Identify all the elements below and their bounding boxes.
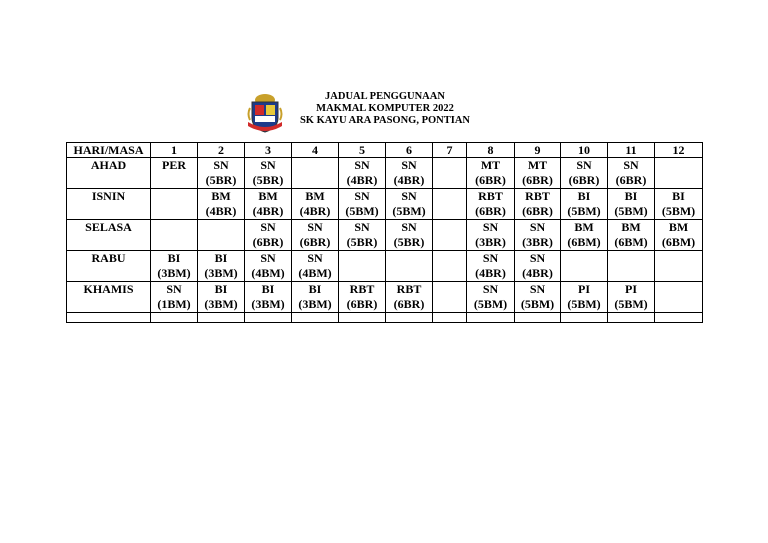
subject-code: BM [621, 220, 641, 234]
schedule-cell [151, 189, 198, 220]
class-code: (3BM) [251, 297, 285, 311]
day-label: RABU [67, 251, 151, 282]
class-code: (6BR) [299, 235, 331, 249]
period-header: 3 [245, 143, 292, 158]
class-code: (4BM) [298, 266, 332, 280]
subject-code: SN [623, 158, 639, 172]
class-code: (6BR) [522, 173, 553, 187]
class-code: (1BM) [157, 297, 191, 311]
title-line: MAKMAL KOMPUTER 2022 [316, 103, 454, 114]
subject-code: SN [576, 158, 592, 172]
class-code: (6BR) [475, 204, 506, 218]
subject-code: BM [258, 189, 278, 203]
subject-code: SN [401, 158, 417, 172]
subject-code: BI [624, 189, 638, 203]
schedule-cell [292, 220, 339, 251]
subject-code: RBT [396, 282, 422, 296]
schedule-cell [655, 282, 703, 313]
class-code: (4BM) [251, 266, 285, 280]
class-code: (6BM) [614, 235, 648, 249]
class-code: (6BM) [661, 235, 696, 249]
schedule-cell [561, 251, 608, 282]
subject-code: SN [354, 189, 370, 203]
schedule-cell [655, 158, 703, 189]
subject-code: BI [214, 251, 228, 265]
schedule-table [66, 142, 703, 323]
class-code: (5BM) [392, 204, 426, 218]
table-row [67, 220, 703, 251]
schedule-cell [151, 220, 198, 251]
schedule-cell [433, 251, 467, 282]
table-header-row [67, 143, 703, 158]
empty-cell [515, 313, 561, 323]
period-header: 2 [198, 143, 245, 158]
schedule-cell [515, 282, 561, 313]
subject-code: SN [482, 251, 499, 265]
document-header [246, 90, 546, 134]
schedule-cell [292, 189, 339, 220]
schedule-cell [515, 189, 561, 220]
subject-code: SN [260, 158, 276, 172]
schedule-cell [245, 189, 292, 220]
schedule-cell [467, 282, 515, 313]
schedule-cell [608, 158, 655, 189]
schedule-cell [151, 282, 198, 313]
title-line: JADUAL PENGGUNAAN [325, 91, 445, 102]
class-code: (3BM) [204, 266, 238, 280]
class-code: (6BR) [522, 204, 553, 218]
class-code: (5BR) [205, 173, 237, 187]
subject-code: SN [260, 220, 276, 234]
empty-cell [655, 313, 703, 323]
schedule-cell [608, 282, 655, 313]
subject-code: BM [574, 220, 594, 234]
day-label: ISNIN [67, 189, 151, 220]
day-label: AHAD [67, 158, 151, 189]
class-code: (6BR) [346, 297, 378, 311]
subject-code: SN [529, 251, 546, 265]
class-code: (5BR) [346, 235, 378, 249]
class-code: (6BR) [615, 173, 647, 187]
subject-code: SN [307, 220, 323, 234]
schedule-cell [198, 282, 245, 313]
subject-code: PI [578, 282, 590, 296]
schedule-cell [198, 158, 245, 189]
subject-code: SN [354, 220, 370, 234]
schedule-cell [339, 251, 386, 282]
class-code: (6BR) [568, 173, 600, 187]
schedule-cell [292, 251, 339, 282]
subject-code: BI [167, 251, 181, 265]
day-label: KHAMIS [67, 282, 151, 313]
schedule-cell [198, 189, 245, 220]
schedule-cell [608, 220, 655, 251]
class-code: (4BR) [522, 266, 553, 280]
schedule-cell [292, 282, 339, 313]
schedule-body [67, 158, 703, 323]
subject-code: MT [527, 158, 548, 172]
schedule-cell [151, 251, 198, 282]
schedule-cell [467, 158, 515, 189]
subject-code: SN [529, 282, 546, 296]
schedule-cell [245, 282, 292, 313]
schedule-cell [433, 189, 467, 220]
empty-cell [151, 313, 198, 323]
schedule-cell [386, 282, 433, 313]
day-label: SELASA [67, 220, 151, 251]
schedule-cell [245, 158, 292, 189]
schedule-cell [151, 158, 198, 189]
schedule-cell [467, 251, 515, 282]
class-code: (5BM) [661, 204, 696, 218]
subject-code: BM [668, 220, 689, 234]
schedule-cell [515, 251, 561, 282]
class-code: (5BR) [252, 173, 284, 187]
period-header: 1 [151, 143, 198, 158]
schedule-cell [561, 282, 608, 313]
schedule-cell [386, 189, 433, 220]
empty-cell [561, 313, 608, 323]
class-code: (5BR) [393, 235, 425, 249]
empty-cell [292, 313, 339, 323]
class-code: (6BR) [475, 173, 506, 187]
schedule-cell [608, 189, 655, 220]
class-code: (3BR) [522, 235, 553, 249]
subject-code: BI [577, 189, 591, 203]
subject-code: SN [260, 251, 276, 265]
schedule-cell [561, 220, 608, 251]
schedule-cell [655, 251, 703, 282]
class-code: (5BM) [520, 297, 555, 311]
class-code: (6BR) [252, 235, 284, 249]
empty-cell [245, 313, 292, 323]
schedule-cell [339, 282, 386, 313]
subject-code: PER [162, 158, 186, 172]
table-row [67, 251, 703, 282]
subject-code: SN [307, 251, 323, 265]
subject-code: BM [211, 189, 231, 203]
class-code: (4BR) [205, 204, 237, 218]
subject-code: SN [354, 158, 370, 172]
subject-code: SN [166, 282, 182, 296]
schedule-cell [515, 220, 561, 251]
table-row [67, 158, 703, 189]
subject-code: BI [308, 282, 322, 296]
subject-code: MT [480, 158, 501, 172]
subject-code: RBT [478, 189, 503, 203]
class-code: (4BR) [475, 266, 506, 280]
table-row [67, 189, 703, 220]
class-code: (6BM) [567, 235, 601, 249]
subject-code: RBT [349, 282, 375, 296]
subject-code: BI [261, 282, 275, 296]
schedule-cell [245, 251, 292, 282]
schedule-cell [608, 251, 655, 282]
schedule-cell [467, 189, 515, 220]
schedule-cell [198, 251, 245, 282]
schedule-cell [433, 282, 467, 313]
empty-cell [339, 313, 386, 323]
schedule-cell [561, 158, 608, 189]
empty-cell [67, 313, 151, 323]
period-header: 5 [339, 143, 386, 158]
subject-code: SN [482, 220, 499, 234]
period-header: 11 [608, 143, 655, 158]
class-code: (3BM) [298, 297, 332, 311]
subject-code: PI [625, 282, 637, 296]
subject-code: SN [401, 220, 417, 234]
empty-cell [467, 313, 515, 323]
schedule-cell [198, 220, 245, 251]
period-header: 6 [386, 143, 433, 158]
empty-cell [433, 313, 467, 323]
empty-cell [198, 313, 245, 323]
schedule-cell [386, 251, 433, 282]
subject-code: BM [305, 189, 325, 203]
schedule-cell [386, 158, 433, 189]
empty-row [67, 313, 703, 323]
empty-cell [608, 313, 655, 323]
class-code: (3BM) [157, 266, 191, 280]
class-code: (3BM) [204, 297, 238, 311]
subject-code: SN [529, 220, 546, 234]
class-code: (4BR) [252, 204, 284, 218]
class-code: (5BM) [614, 204, 648, 218]
class-code: (5BM) [345, 204, 379, 218]
schedule-cell [339, 158, 386, 189]
schedule-cell [339, 189, 386, 220]
schedule-cell [339, 220, 386, 251]
schedule-cell [245, 220, 292, 251]
class-code: (6BR) [393, 297, 425, 311]
class-code: (5BM) [567, 204, 601, 218]
class-code: (5BM) [614, 297, 648, 311]
schedule-cell [515, 158, 561, 189]
subject-code: SN [213, 158, 229, 172]
schedule-cell [433, 158, 467, 189]
subject-code: SN [401, 189, 417, 203]
subject-code: BI [214, 282, 228, 296]
class-code: (4BR) [346, 173, 378, 187]
empty-cell [386, 313, 433, 323]
period-header: 7 [433, 143, 467, 158]
schedule-cell [433, 220, 467, 251]
class-code: (4BR) [299, 204, 331, 218]
schedule-cell [292, 158, 339, 189]
class-code: (5BM) [473, 297, 508, 311]
school-crest-icon [246, 92, 284, 134]
subject-code: BI [672, 189, 685, 203]
period-header: 4 [292, 143, 339, 158]
schedule-cell [467, 220, 515, 251]
period-header: 9 [515, 143, 561, 158]
table-row [67, 282, 703, 313]
schedule-cell [561, 189, 608, 220]
schedule-cell [655, 189, 703, 220]
class-code: (5BM) [567, 297, 601, 311]
title-line: SK KAYU ARA PASONG, PONTIAN [299, 115, 471, 126]
period-header: 8 [467, 143, 515, 158]
class-code: (3BR) [475, 235, 506, 249]
subject-code: RBT [525, 189, 550, 203]
period-header: 10 [561, 143, 608, 158]
corner-header: HARI/MASA [67, 143, 151, 158]
schedule-cell [655, 220, 703, 251]
class-code: (4BR) [393, 173, 425, 187]
schedule-cell [386, 220, 433, 251]
subject-code: SN [482, 282, 499, 296]
document-title [290, 91, 480, 127]
period-header: 12 [655, 143, 703, 158]
